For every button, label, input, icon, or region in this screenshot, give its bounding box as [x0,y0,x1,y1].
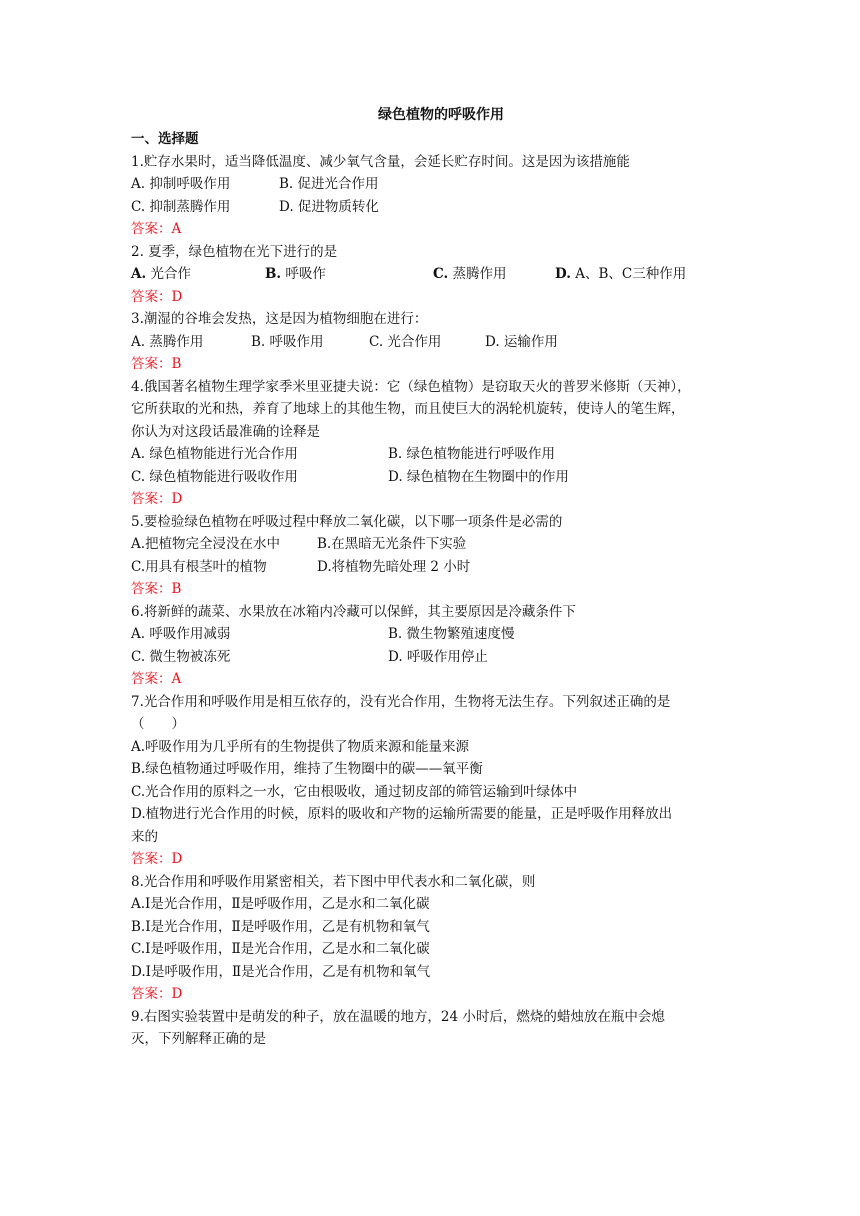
question-1-answer: 答案：A [131,221,182,237]
question-7-stem-line-2: （ ） [131,716,185,732]
question-3-options-row [131,331,741,354]
question-4-stem-line-1: 4.俄国著名植物生理学家季米里亚捷夫说：它（绿色植物）是窃取天火的普罗米修斯（天神）， [131,378,691,395]
question-2-option-d [555,263,686,286]
question-7-option-a: A.呼吸作用为几乎所有的生物提供了物质来源和能量来源 [131,738,470,755]
question-3-answer: 答案：B [131,356,182,372]
question-2-option-d-key: D. [555,266,571,282]
question-4-option-a: A. 绿色植物能进行光合作用 [131,446,298,462]
question-4-answer: 答案：D [131,491,183,507]
question-1-option-d: D. 促进物质转化 [279,198,379,215]
question-8-option-a: A.Ⅰ是光合作用，Ⅱ是呼吸作用，乙是水和二氧化碳 [131,896,430,912]
question-3-stem: 3.潮湿的谷堆会发热，这是因为植物细胞在进行： [131,311,428,327]
question-2-option-b-key: B. [265,266,282,282]
question-2-option-c-text: 蒸腾作用 [448,266,507,282]
question-6-option-d: D. 呼吸作用停止 [388,648,488,665]
section-heading: 一、选择题 [131,131,199,147]
question-8-answer: 答案：D [131,986,183,1002]
question-5-option-a: A.把植物完全浸没在水中 [131,536,281,552]
question-3-option-a: A. 蒸腾作用 [131,333,204,350]
document-body [131,104,741,1051]
question-6-options-row-1 [131,623,741,646]
question-5-option-d: D.将植物先暗处理 2 小时 [317,558,471,575]
question-4-options-row-2 [131,466,741,489]
question-5-stem: 5.要检验绿色植物在呼吸过程中释放二氧化碳，以下哪一项条件是必需的 [131,513,563,530]
question-5-options-row-1 [131,533,741,556]
question-5-answer: 答案：B [131,581,182,597]
question-9-stem-line-1: 9.右图实验装置中是萌发的种子，放在温暖的地方，24 小时后，燃烧的蜡烛放在瓶中会熄 [131,1008,665,1025]
question-8-option-c: C.Ⅰ是呼吸作用，Ⅱ是光合作用，乙是水和二氧化碳 [131,941,430,957]
question-1-options-row-2 [131,196,741,219]
question-3-option-b: B. 呼吸作用 [251,333,324,350]
question-5-option-b: B.在黑暗无光条件下实验 [317,536,467,552]
question-8-stem: 8.光合作用和呼吸作用紧密相关，若下图中甲代表水和二氧化碳，则 [131,873,536,890]
question-2-option-c [433,263,555,286]
question-6-stem: 6.将新鲜的蔬菜、水果放在冰箱内冷藏可以保鲜，其主要原因是冷藏条件下 [131,603,576,620]
question-2-option-b-text: 呼吸作 [281,266,326,282]
question-1-stem: 1.贮存水果时，适当降低温度、减少氧气含量，会延长贮存时间。这是因为该措施能 [131,153,630,170]
question-3-option-d: D. 运输作用 [485,333,558,350]
question-2-option-b [265,263,433,286]
question-4-options-row-1 [131,443,741,466]
question-4-option-c: C. 绿色植物能进行吸收作用 [131,468,298,485]
question-7-option-d-line-1: D.植物进行光合作用的时候，原料的吸收和产物的运输所需要的能量，正是呼吸作用释放出 [131,806,673,822]
question-8-option-d: D.Ⅰ是呼吸作用，Ⅱ是光合作用，乙是有机物和氧气 [131,963,431,980]
question-4-stem-line-2: 它所获取的光和热，养育了地球上的其他生物，而且使巨大的涡轮机旋转，使诗人的笔生辉， [131,401,685,417]
question-3-option-c: C. 光合作用 [369,333,442,350]
question-2-option-a [131,263,265,286]
question-7-stem-line-1: 7.光合作用和呼吸作用是相互依存的，没有光合作用，生物将无法生存。下列叙述正确的是 [131,693,671,710]
question-1-option-c: C. 抑制蒸腾作用 [131,198,231,215]
question-6-options-row-2 [131,646,741,669]
question-9-stem-line-2: 灭，下列解释正确的是 [131,1031,266,1047]
question-1-option-a: A. 抑制呼吸作用 [131,176,231,192]
question-6-option-c: C. 微生物被冻死 [131,648,231,665]
question-1-option-b: B. 促进光合作用 [279,176,379,192]
page-title: 绿色植物的呼吸作用 [378,107,504,123]
question-7-option-d-line-2: 来的 [131,828,158,845]
question-6-answer: 答案：A [131,671,182,687]
question-8-option-b: B.Ⅰ是光合作用，Ⅱ是呼吸作用，乙是有机物和氧气 [131,918,430,935]
question-2-option-a-key: A. [131,266,147,282]
question-7-option-c: C.光合作用的原料之一水，它由根吸收，通过韧皮部的筛管运输到叶绿体中 [131,783,578,800]
question-2-options-row [131,263,741,286]
question-4-option-d: D. 绿色植物在生物圈中的作用 [388,468,569,485]
question-5-options-row-2 [131,556,741,579]
question-7-option-b: B.绿色植物通过呼吸作用，维持了生物圈中的碳——氧平衡 [131,761,483,777]
question-4-stem-line-3: 你认为对这段话最准确的诠释是 [131,423,320,440]
question-1-options-row-1 [131,173,741,196]
question-2-stem: 2. 夏季，绿色植物在光下进行的是 [131,243,338,260]
question-5-option-c: C.用具有根茎叶的植物 [131,558,267,575]
question-4-option-b: B. 绿色植物能进行呼吸作用 [388,446,556,462]
question-2-option-d-text: A、B、C三种作用 [570,266,687,282]
question-6-option-b: B. 微生物繁殖速度慢 [388,626,515,642]
question-2-option-c-key: C. [433,266,449,282]
question-2-answer: 答案：D [131,288,183,305]
question-2-option-a-text: 光合作 [146,266,191,282]
question-6-option-a: A. 呼吸作用减弱 [131,626,231,642]
question-7-answer: 答案：D [131,851,183,867]
